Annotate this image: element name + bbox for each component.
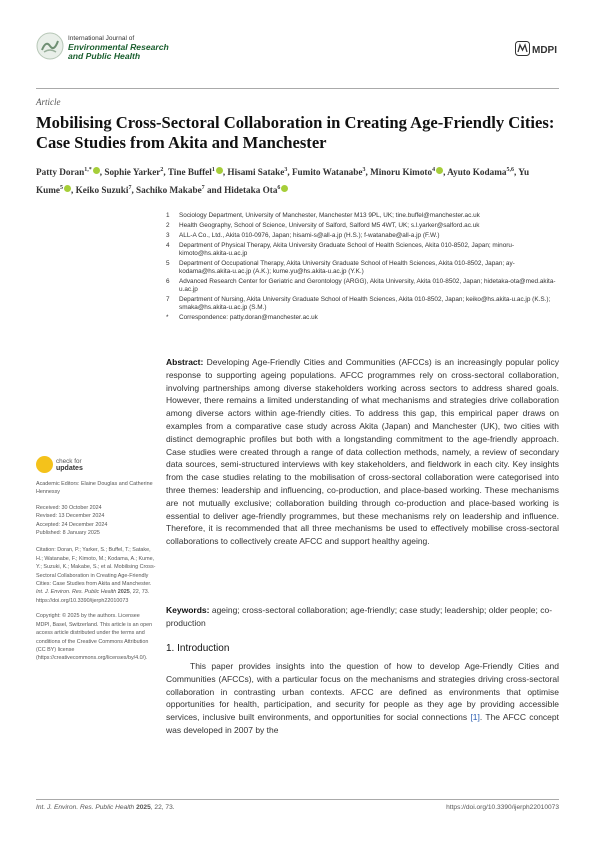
citation-text: Citation: Doran, P.; Yarker, S.; Buffel, T.; Satake, H.; Watanabe, F.; Kimoto, M.; Kodama, A.; Kume, Y.; Suzuki, K.; Makabe, S.; et al. Mobilising Cross-Sectoral Collaboration in Creating Age-Friendly Cities: Case Studies from Akita and Manchester. bbox=[36, 547, 156, 588]
affiliation-item bbox=[166, 314, 561, 322]
affiliation-number: 5 bbox=[166, 259, 170, 267]
check-updates-line1: check for bbox=[56, 458, 82, 465]
journal-title-line1: Environmental Research bbox=[68, 42, 169, 52]
header-divider bbox=[36, 88, 559, 89]
author-affiliation-marker: 2 bbox=[160, 167, 164, 173]
affiliation-item bbox=[166, 296, 561, 312]
abstract-label: Abstract: bbox=[166, 357, 204, 367]
author-affiliation-marker: 3 bbox=[362, 167, 366, 173]
author-name[interactable]: Fumito Watanabe bbox=[291, 167, 363, 178]
intro-text-continued: . The AFCC concept was developed in 2007 by the bbox=[166, 712, 560, 735]
author-affiliation-marker: 5 bbox=[60, 185, 63, 192]
affiliation-item bbox=[166, 260, 561, 276]
affiliation-item bbox=[166, 232, 561, 240]
affiliation-item bbox=[166, 222, 561, 230]
published-date: Published: 8 January 2025 bbox=[36, 530, 100, 537]
abstract bbox=[166, 356, 559, 548]
revised-date: Revised: 13 December 2024 bbox=[36, 513, 105, 520]
orcid-icon[interactable] bbox=[216, 167, 223, 174]
author-affiliation-marker: 7 bbox=[201, 185, 205, 192]
citation-volume: , 22, 73. bbox=[129, 589, 150, 596]
affiliation-text: Department of Occupational Therapy, Akita University Graduate School of Health Sciences, Akita 010-8502, Japan; ay-kodama@hs.akita-u.ac.jp (A.K.); kume.yu@hs.akita-u.ac.jp (Y.K.) bbox=[179, 259, 515, 275]
citation-link[interactable]: [1] bbox=[470, 712, 480, 723]
footer-volume: , 22, 73. bbox=[150, 804, 175, 811]
introduction-paragraph bbox=[166, 660, 559, 737]
journal-name bbox=[68, 34, 169, 61]
affiliation-text: Correspondence: patty.doran@manchester.ac.uk bbox=[179, 314, 318, 322]
orcid-icon[interactable] bbox=[281, 185, 288, 192]
author-name[interactable]: Yu Kume bbox=[36, 167, 530, 196]
orcid-icon[interactable] bbox=[64, 185, 71, 192]
author-name[interactable]: Hisami Satake bbox=[227, 167, 285, 178]
author-name[interactable]: Patty Doran bbox=[36, 167, 85, 178]
author-affiliation-marker: 3 bbox=[284, 167, 288, 173]
author-name[interactable]: Sachiko Makabe bbox=[136, 185, 202, 196]
publisher-logo bbox=[515, 40, 559, 58]
author-affiliation-marker: 1,* bbox=[84, 167, 92, 173]
author-affiliation-marker: 4 bbox=[432, 167, 436, 173]
keywords-text: ageing; cross-sectoral collaboration; age-friendly; case study; leadership; older people; co-production bbox=[166, 605, 553, 628]
affiliation-text: Health Geography, School of Science, University of Salford, Salford M5 4WT, UK; s.l.yarker@salford.ac.uk bbox=[179, 221, 480, 229]
affiliation-number: 2 bbox=[166, 221, 170, 229]
mdpi-logo-icon bbox=[515, 40, 559, 58]
affiliation-number: 1 bbox=[166, 212, 170, 219]
affiliation-text: Advanced Research Center for Geriatric and Gerontology (ARGG), Akita University, Akita 010-8502, Japan; hidetaka-ota@med.akita-u.ac.jp bbox=[179, 277, 556, 294]
publisher-name: MDPI bbox=[532, 45, 557, 56]
check-updates-icon bbox=[36, 456, 53, 473]
author-affiliation-marker: 7 bbox=[128, 185, 132, 192]
check-updates-line2: updates bbox=[56, 465, 83, 472]
footer-doi-link[interactable]: https://doi.org/10.3390/ijerph22010073 bbox=[446, 804, 559, 811]
received-date: Received: 30 October 2024 bbox=[36, 504, 102, 511]
copyright-notice: Copyright: © 2025 by the authors. Licensee MDPI, Basel, Switzerland. This article is an open access article distributed under the terms and conditions of the Creative Commons Attribution (CC BY) license (https://creativecommons.org/licenses/by/4.0/). bbox=[36, 613, 153, 662]
affiliation-text: Sociology Department, University of Manchester, Manchester M13 9PL, UK; tine.buffel@manchester.ac.uk bbox=[179, 212, 480, 219]
author-name[interactable]: Ayuto Kodama bbox=[447, 167, 507, 178]
orcid-icon[interactable] bbox=[93, 167, 100, 174]
affiliation-item bbox=[166, 278, 561, 294]
author-name[interactable]: Minoru Kimoto bbox=[370, 167, 433, 178]
affiliation-item bbox=[166, 242, 561, 258]
journal-title-line2: and Public Health bbox=[68, 51, 141, 61]
affiliation-text: Department of Nursing, Akita University Graduate School of Health Sciences, Akita 010-8502, Japan; keiko@hs.akita-u.ac.jp (K.S.); smaka@hs.akita-u.ac.jp (S.M.) bbox=[179, 295, 551, 312]
author-name[interactable]: Keiko Suzuki bbox=[75, 185, 129, 196]
footer-citation bbox=[36, 804, 175, 811]
footer-divider bbox=[36, 799, 559, 800]
accepted-date: Accepted: 24 December 2024 bbox=[36, 521, 108, 528]
affiliation-number: 3 bbox=[166, 231, 170, 239]
author-name[interactable]: Tine Buffel bbox=[167, 167, 212, 178]
affiliation-number: * bbox=[166, 314, 169, 322]
author-affiliation-marker: 1 bbox=[211, 167, 215, 173]
footer-year: 2025 bbox=[136, 804, 151, 811]
keywords bbox=[166, 604, 559, 630]
author-list: Patty Doran$^{1,*}$ , Sophie Yarker$^2$, Tine Buffel$^1$ , Hisami Satake$^3$, Fumito Watanabe$^3$, Minoru Kimoto$^4$ , Ayuto Kodama$^{5,6}$, Yu Kume$^5$ , Keiko Suzuki$^7$, Sachiko Makabe$^7$ and Hidetaka Ota$^6$ bbox=[36, 167, 530, 196]
article-type: Article bbox=[36, 97, 61, 107]
paper-title: Mobilising Cross-Sectoral Collaboration in Creating Age-Friendly Cities: Case Studies from Akita and Manchester bbox=[36, 113, 555, 152]
journal-prefix: International Journal of bbox=[68, 35, 135, 42]
section-heading-introduction: 1. Introduction bbox=[166, 643, 230, 654]
keywords-label: Keywords: bbox=[166, 605, 210, 615]
author-name[interactable]: Hidetaka Ota bbox=[224, 185, 278, 196]
abstract-text: Developing Age-Friendly Cities and Communities (AFCCs) is an increasingly popular policy response to supporting ageing populations. AFCC programmes rely on cross-sectoral collaboration, involving partnerships among diverse stakeholders working across sectors to address shared goals. However, there remains a limited understanding of what mechanisms and strategies drive collaboration among diverse actors within age-friendly cities. To address this gap, this empirical paper draws on examples from a comparative case study across Akita (Japan) and Manchester (UK), two cities with distinct demographic profiles but both with a longstanding commitment to the age-friendly approach. Case studies were created through a range of data collection methods, namely, a review of secondary data sources, semi-structured interviews with key stakeholders, and fieldwork in each city. Key insights from the case studies relating to the mobilisation of cross-sectoral collaboration were categorised into three themes: leadership and influencing, co-production, and place-based working. These mechanisms are not mutually exclusive; collaboration building through co-production and place-based working is essential to deliver age-friendly programmes, but these mechanisms rely on leadership and influence. Therefore, it is recommended that all three mechanisms be used to effectively mobilise cross-sectoral collaborations to collectively create AFCC and support healthy ageing. bbox=[166, 357, 559, 547]
affiliation-number: 4 bbox=[166, 241, 170, 249]
citation-block bbox=[36, 546, 156, 605]
citation-journal: Int. J. Environ. Res. Public Health bbox=[36, 589, 117, 596]
affiliation-number: 7 bbox=[166, 295, 170, 303]
article-info-sidebar bbox=[36, 480, 156, 670]
affiliation-text: ALL-A Co., Ltd., Akita 010-0976, Japan; hisami-s@all-a.jp (H.S.); f-watanabe@all-a.jp (F.W.) bbox=[179, 231, 440, 239]
author-name[interactable]: Sophie Yarker bbox=[104, 167, 161, 178]
author-affiliation-marker: 6 bbox=[277, 185, 281, 192]
author-affiliation-marker: 5,6 bbox=[506, 167, 514, 173]
academic-editors: Academic Editors: Elaine Douglas and Catherine Hennessy bbox=[36, 481, 153, 496]
affiliations bbox=[166, 212, 561, 324]
citation-doi-link[interactable]: https://doi.org/10.3390/ijerph22010073 bbox=[36, 597, 129, 604]
citation-year: 2025 bbox=[117, 589, 130, 596]
journal-logo-icon bbox=[36, 32, 64, 60]
affiliation-item bbox=[166, 212, 561, 220]
footer-journal: Int. J. Environ. Res. Public Health bbox=[36, 804, 135, 811]
affiliation-number: 6 bbox=[166, 277, 170, 285]
affiliation-text: Department of Physical Therapy, Akita University Graduate School of Health Sciences, Akita 010-8502, Japan; minoru-kimoto@hs.akita-u.ac.jp bbox=[179, 241, 515, 257]
intro-text: This paper provides insights into the question of how to develop Age-Friendly Cities and Communities (AFCCs), with a particular focus on the mechanisms and strategies driving cross-sectoral collaboration in contrasting urban contexts. AFCC are defined as environments that optimise opportunities for health, participation, and security for people as they age by providing accessible services, inclusive built environments, and opportunities for social connections bbox=[166, 661, 559, 723]
check-for-updates-badge[interactable] bbox=[36, 456, 96, 476]
